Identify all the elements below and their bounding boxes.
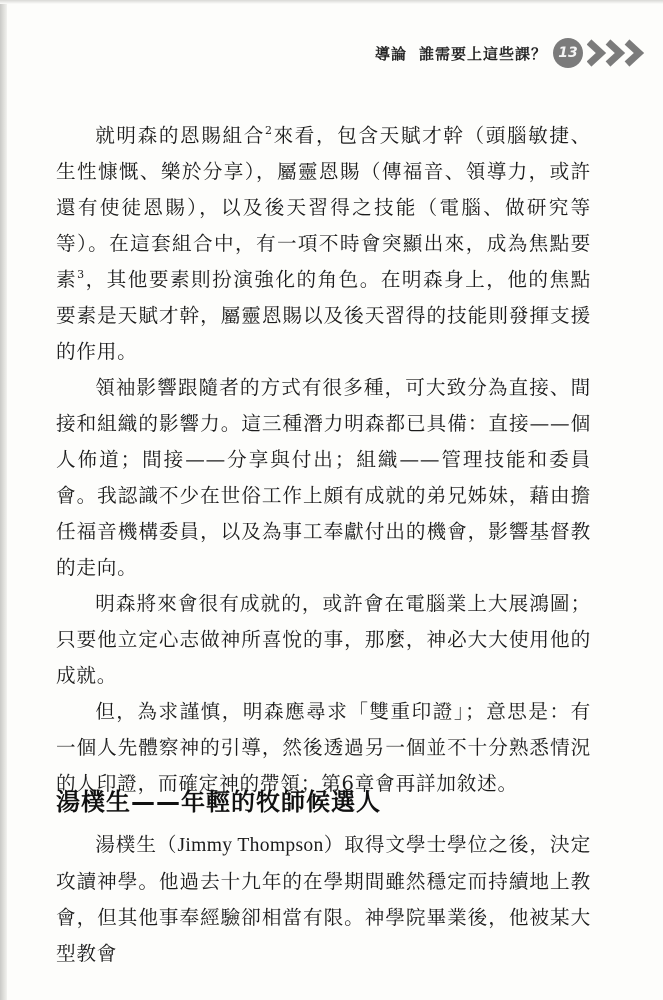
paragraph-influence: 領袖影響跟隨者的方式有很多種，可大致分為直接、間接和組織的影響力。這三種潛力明森都已具備：直接——個人佈道；間接——分享與付出；組織——管理技能和委員會。我認識不少在世俗工作上頗有成就的弟兄姊妹，藉由擔任福音機構委員，以及為事工奉獻付出的機會，影響基督教的走向。 [56, 376, 591, 579]
main-body-text [56, 118, 591, 802]
chevrons-right-icon [587, 38, 647, 68]
paragraph-thompson: 湯樸生（Jimmy Thompson）取得文學士學位之後，決定攻讀神學。他過去十九年的在學期間雖然穩定而持續地上教會，但其他事奉經驗卻相當有限。神學院畢業後，他被某大型教會 [56, 833, 591, 965]
section-body-text [56, 827, 591, 972]
english-name: Jimmy Thompson [177, 835, 324, 856]
paragraph-future: 明森將來會很有成就的，或許會在電腦業上大展鴻圖；只要他立定心志做神所喜悅的事，那麼，神必大大使用他的成就。 [56, 592, 591, 687]
paragraph-gift-mix: 就明森的恩賜組合$^2$來看，包含天賦才幹（頭腦敏捷、生性慷慨、樂於分享），屬靈恩賜（傳福音、領導力，或許還有使徒恩賜），以及後天習得之技能（電腦、做研究等等）。在這套組合中，有一項不時會突顯出來，成為焦點要素$^3$，其他要素則扮演強化的角色。在明森身上，他的焦點要素是天賦才幹，屬靈恩賜以及後天習得的技能則發揮支援的作用。 [56, 124, 592, 363]
scan-edge-shadow [0, 0, 7, 1000]
page-number: 13 [553, 38, 583, 68]
section-heading: 湯樸生——年輕的牧師候選人 [56, 788, 381, 816]
running-header [375, 36, 647, 70]
footnote-ref-3: 3 [77, 268, 85, 281]
footnote-ref-2: 2 [264, 124, 273, 137]
paragraph-double-confirmation: 但，為求謹慎，明森應尋求「雙重印證」；意思是：有一個人先體察神的引導，然後透過另一個並不十分熟悉情況的人印證，而確定神的帶領；第6章會再詳加敘述。 [56, 700, 591, 795]
chapter-title: 誰需要上這些課？ [418, 44, 547, 63]
scan-top-shadow [0, 0, 663, 4]
chapter-label: 導論 [374, 44, 407, 63]
header-text [375, 43, 547, 64]
